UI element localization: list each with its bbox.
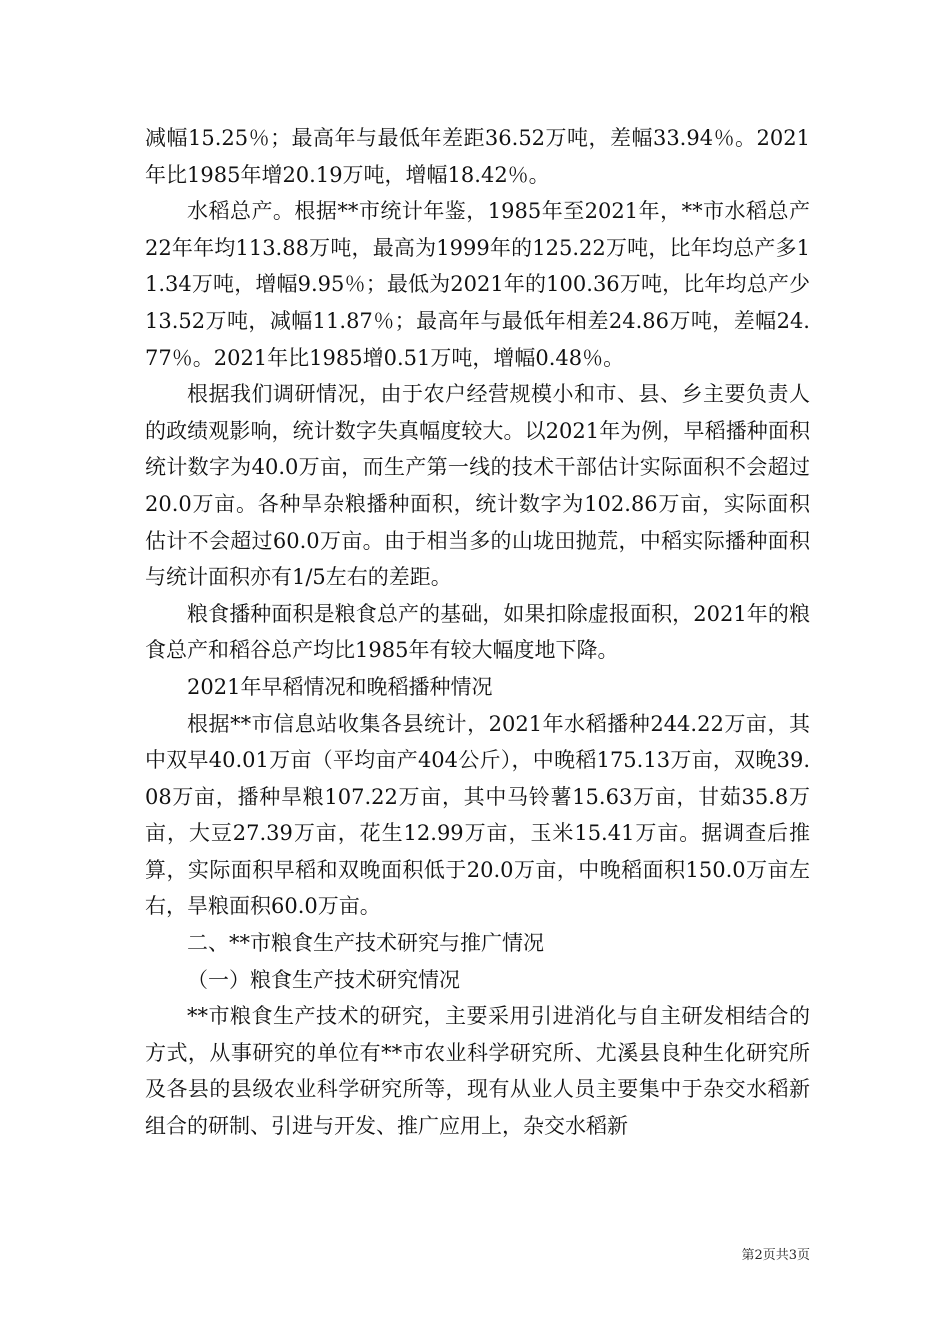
paragraph-rice-output: 水稻总产。根据**市统计年鉴，1985年至2021年，**市水稻总产22年年均113.88万吨，最高为1999年的125.22万吨，比年均总产多11.34万吨，增幅9.95％；最低为2021年的100.36万吨，比年均总产少13.52万吨，减幅11.87％；最高年与最低年相差24.86万吨，差幅24.77％。2021年比1985增0.51万吨，增幅0.48％。: [145, 199, 810, 370]
section-heading-early-rice: 2021年早稻情况和晚稻播种情况: [187, 674, 493, 699]
section-heading-technology: 二、**市粮食生产技术研究与推广情况: [187, 931, 544, 956]
page-number-footer: 第2页共3页: [741, 1248, 810, 1263]
paragraph-research-methods: **市粮食生产技术的研究，主要采用引进消化与自主研发相结合的方式，从事研究的单位有**市农业科学研究所、尤溪县良种生化研究所及各县的县级农业科学研究所等，现有从业人员主要集中于杂交水稻新组合的研制、引进与开发、推广应用上，杂交水稻新: [145, 1004, 810, 1139]
subsection-heading-research: （一）粮食生产技术研究情况: [187, 967, 460, 992]
paragraph-sowing-statistics: 根据**市信息站收集各县统计，2021年水稻播种244.22万亩，其中双早40.01万亩（平均亩产404公斤），中晚稻175.13万亩，双晚39.08万亩，播种旱粮107.22万亩，其中马铃薯15.63万亩，甘茹35.8万亩，大豆27.39万亩，花生12.99万亩，玉米15.41万亩。据调查后推算，实际面积早稻和双晚面积低于20.0万亩，中晚稻面积150.0万亩左右，旱粮面积60.0万亩。: [145, 711, 810, 919]
paragraph-statistics-distortion: 根据我们调研情况，由于农户经营规模小和市、县、乡主要负责人的政绩观影响，统计数字失真幅度较大。以2021年为例，早稻播种面积统计数字为40.0万亩，而生产第一线的技术干部估计实际面积不会超过20.0万亩。各种旱杂粮播种面积，统计数字为102.86万亩，实际面积估计不会超过60.0万亩。由于相当多的山垅田抛荒，中稻实际播种面积与统计面积亦有1/5左右的差距。: [145, 382, 810, 590]
paragraph-sowing-area-basis: 粮食播种面积是粮食总产的基础，如果扣除虚报面积，2021年的粮食总产和稻谷总产均比1985年有较大幅度地下降。: [145, 601, 810, 663]
paragraph-continuation: 减幅15.25％；最高年与最低年差距36.52万吨，差幅33.94％。2021年比1985年增20.19万吨，增幅18.42％。: [145, 126, 810, 187]
document-body: [145, 120, 810, 1145]
